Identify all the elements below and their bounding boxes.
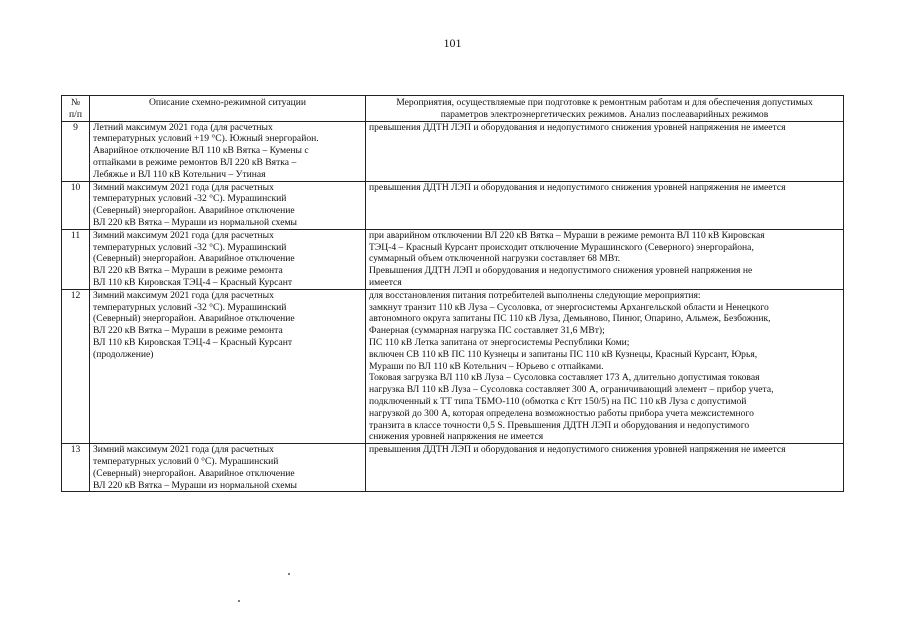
table-row bbox=[62, 121, 844, 181]
description-line: (продолжение) bbox=[93, 348, 154, 360]
description-line: температурных условий -32 °С). Мурашинский bbox=[93, 193, 287, 205]
regime-table bbox=[61, 95, 844, 492]
page-number: 101 bbox=[443, 36, 462, 50]
description-line: Зимний максимум 2021 года (для расчетных bbox=[93, 289, 274, 301]
row-number: 13 bbox=[62, 444, 90, 492]
actions-analysis bbox=[366, 229, 844, 289]
actions-analysis bbox=[366, 181, 844, 229]
situation-description bbox=[90, 181, 366, 229]
description-line: Зимний максимум 2021 года (для расчетных bbox=[93, 444, 274, 456]
table-row bbox=[62, 181, 844, 229]
table-row bbox=[62, 289, 844, 443]
description-line: (Северный) энергорайон. Аварийное отключение bbox=[93, 313, 295, 325]
actions-line: автономного округа запитаны ПС 110 кВ Луза, Демьяново, Пинюг, Опарино, Альмеж, Безбожник, bbox=[369, 313, 771, 325]
actions-line: Токовая загрузка ВЛ 110 кВ Луза – Сусоловка составляет 173 А, длительно допустимая токовая bbox=[369, 372, 760, 384]
actions-line: превышения ДДТН ЛЭП и оборудования и недопустимого снижения уровней напряжения не имеется bbox=[369, 121, 786, 133]
actions-line: превышения ДДТН ЛЭП и оборудования и недопустимого снижения уровней напряжения не имеется bbox=[369, 444, 786, 456]
description-line: температурных условий +19 °С). Южный энергорайон. bbox=[93, 133, 319, 145]
table-row bbox=[62, 444, 844, 492]
actions-line: для восстановления питания потребителей выполнены следующие мероприятия: bbox=[369, 289, 701, 301]
description-line: (Северный) энергорайон. Аварийное отключение bbox=[93, 253, 295, 265]
description-line: (Северный) энергорайон. Аварийное отключение bbox=[93, 205, 295, 217]
actions-line: Мураши по ВЛ 110 кВ Котельнич – Юрьево с отпайками. bbox=[369, 360, 604, 372]
situation-description bbox=[90, 444, 366, 492]
actions-line: нагрузкой до 300 А, которая определена возможностью работы прибора учета межсистемного bbox=[369, 407, 754, 419]
actions-line: Превышения ДДТН ЛЭП и оборудования и недопустимого снижения уровней напряжения не bbox=[369, 265, 753, 277]
description-line: ВЛ 220 кВ Вятка – Мураши из нормальной схемы bbox=[93, 216, 297, 228]
actions-line: нагрузка ВЛ 110 кВ Луза – Сусоловка составляет 300 А, ограничивающий элемент – прибор учета, bbox=[369, 384, 774, 396]
header-actions-line2: параметров электроэнергетических режимов. Анализ послеаварийных режимов bbox=[440, 108, 769, 120]
actions-line: замкнут транзит 110 кВ Луза – Сусоловка, от энергосистемы Архангельской области и Ненецкого bbox=[369, 301, 769, 313]
actions-line: ПС 110 кВ Летка запитана от энергосистемы Республики Коми; bbox=[369, 336, 630, 348]
actions-analysis bbox=[366, 121, 844, 181]
row-number: 9 bbox=[62, 121, 90, 181]
situation-description bbox=[90, 289, 366, 443]
actions-line: превышения ДДТН ЛЭП и оборудования и недопустимого снижения уровней напряжения не имеется bbox=[369, 181, 786, 193]
header-number-line2: п/п bbox=[69, 108, 82, 120]
actions-line: подключенный к ТТ типа ТБМО-110 (обмотка с Ктт 150/5) на ПС 110 кВ Луза с допустимой bbox=[369, 395, 747, 407]
scan-speck bbox=[288, 573, 290, 575]
situation-description bbox=[90, 229, 366, 289]
header-actions-line1: Мероприятия, осуществляемые при подготовке к ремонтным работам и для обеспечения допустимых bbox=[396, 97, 813, 108]
description-line: Летний максимум 2021 года (для расчетных bbox=[93, 121, 273, 133]
description-line: Зимний максимум 2021 года (для расчетных bbox=[93, 229, 274, 241]
description-line: ВЛ 110 кВ Кировская ТЭЦ-4 – Красный Курсант bbox=[93, 276, 293, 288]
header-description: Описание схемно-режимной ситуации bbox=[90, 96, 366, 122]
actions-line: снижения уровней напряжения не имеется bbox=[369, 431, 544, 443]
actions-line: имеется bbox=[369, 276, 402, 288]
header-actions bbox=[366, 96, 844, 122]
actions-line: суммарный объем отключенной нагрузки составляет 68 МВт. bbox=[369, 253, 621, 265]
row-number: 11 bbox=[62, 229, 90, 289]
description-line: температурных условий 0 °С). Мурашинский bbox=[93, 455, 279, 467]
description-line: ВЛ 110 кВ Кировская ТЭЦ-4 – Красный Курсант bbox=[93, 336, 293, 348]
actions-analysis bbox=[366, 444, 844, 492]
description-line: (Северный) энергорайон. Аварийное отключение bbox=[93, 467, 295, 479]
description-line: Аварийное отключение ВЛ 110 кВ Вятка – Кумены с bbox=[93, 145, 309, 157]
description-line: Зимний максимум 2021 года (для расчетных bbox=[93, 181, 274, 193]
header-number-line1: № bbox=[70, 97, 81, 108]
description-line: Лебяжье и ВЛ 110 кВ Котельнич – Утиная bbox=[93, 168, 266, 180]
row-number: 12 bbox=[62, 289, 90, 443]
actions-line: Фанерная (суммарная нагрузка ПС составляет 31,6 МВт); bbox=[369, 325, 605, 337]
description-line: ВЛ 220 кВ Вятка – Мураши из нормальной схемы bbox=[93, 479, 297, 491]
description-line: отпайками в режиме ремонтов ВЛ 220 кВ Вятка – bbox=[93, 156, 297, 168]
description-line: температурных условий -32 °С). Мурашинский bbox=[93, 301, 287, 313]
description-line: температурных условий -32 °С). Мурашинский bbox=[93, 241, 287, 253]
header-number bbox=[62, 96, 90, 122]
actions-line: ТЭЦ-4 – Красный Курсант происходит отключение Мурашинского (Северного) энергорайона, bbox=[369, 241, 754, 253]
description-line: ВЛ 220 кВ Вятка – Мураши в режиме ремонта bbox=[93, 325, 283, 337]
actions-line: транзита в классе точности 0,5 S. Превышения ДДТН ЛЭП и оборудования и недопустимого bbox=[369, 419, 750, 431]
row-number: 10 bbox=[62, 181, 90, 229]
actions-line: при аварийном отключении ВЛ 220 кВ Вятка – Мураши в режиме ремонта ВЛ 110 кВ Кировская bbox=[369, 229, 765, 241]
table-body bbox=[62, 121, 844, 492]
actions-line: включен СВ 110 кВ ПС 110 Кузнецы и запитаны ПС 110 кВ Кузнецы, Красный Курсант, Юрья, bbox=[369, 348, 758, 360]
table-row bbox=[62, 229, 844, 289]
table-header bbox=[62, 96, 844, 122]
situation-description bbox=[90, 121, 366, 181]
actions-analysis bbox=[366, 289, 844, 443]
description-line: ВЛ 220 кВ Вятка – Мураши в режиме ремонта bbox=[93, 265, 283, 277]
scan-speck bbox=[238, 600, 240, 602]
